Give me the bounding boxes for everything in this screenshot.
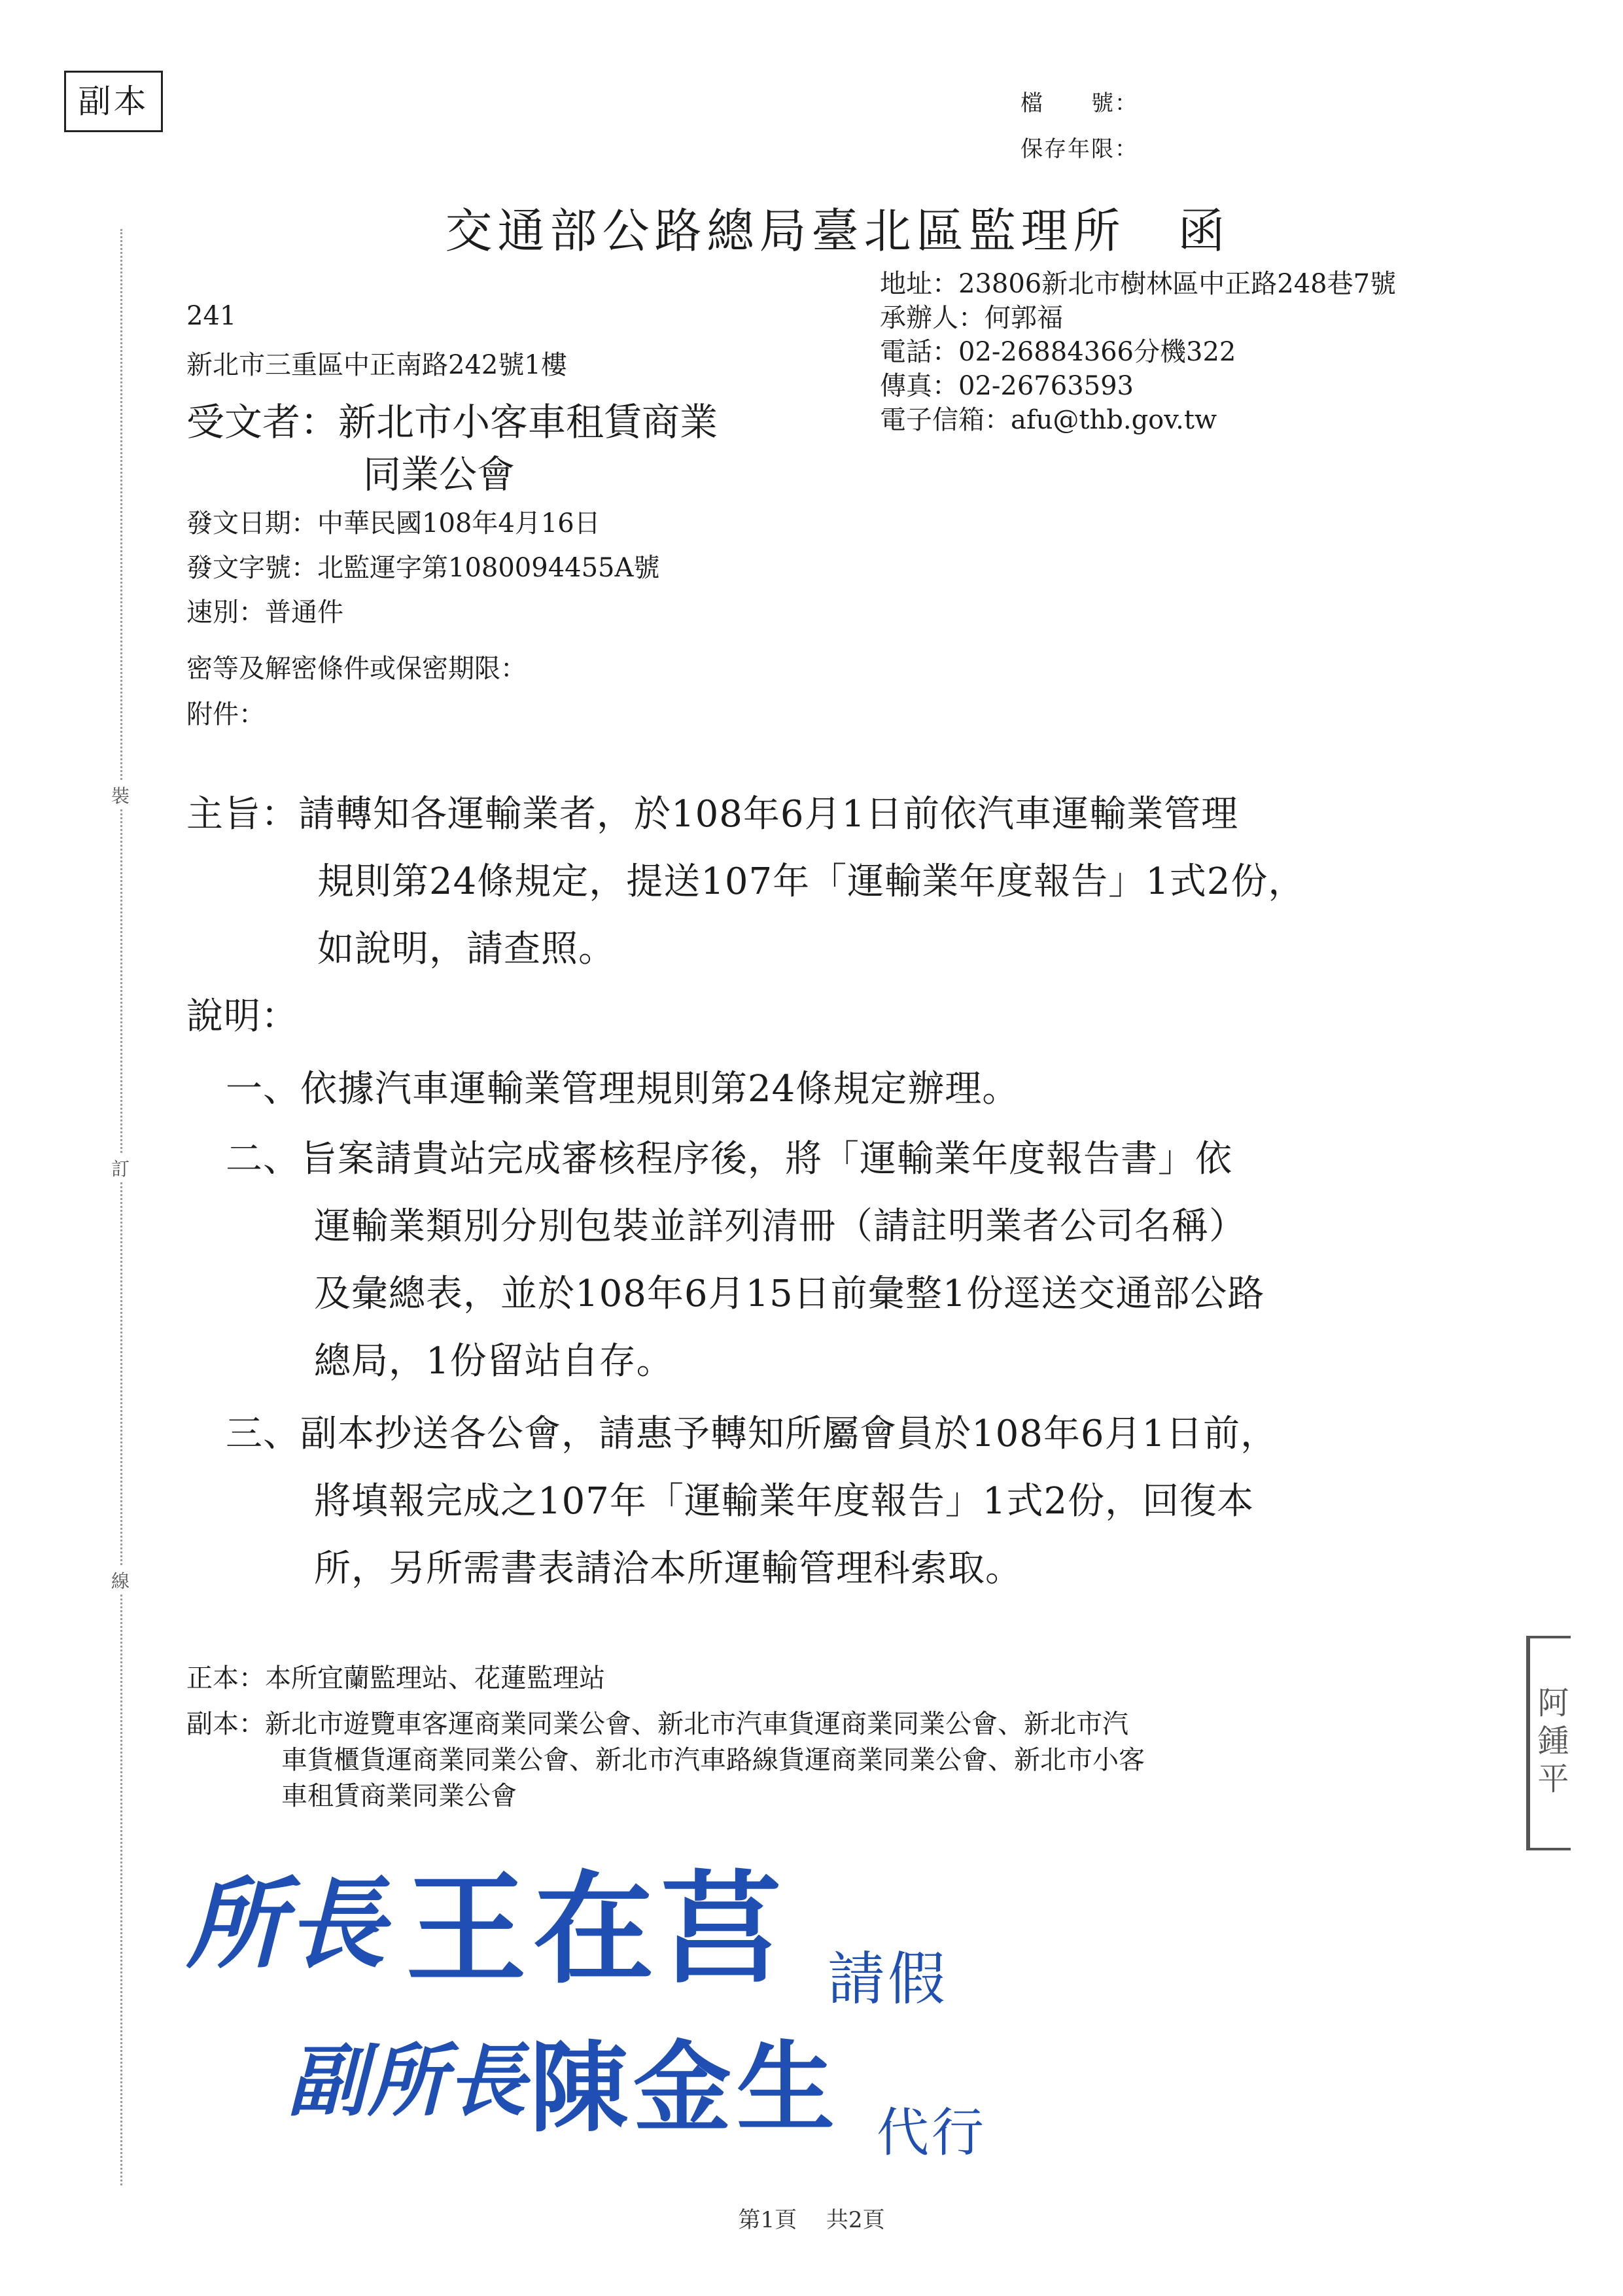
issue-date: 發文日期：中華民國108年4月16日 [186, 508, 601, 539]
copy-recipients-line-3: 車租賃商業同業公會 [281, 1781, 517, 1811]
original-recipients: 正本：本所宜蘭監理站、花蓮監理站 [186, 1663, 605, 1693]
speed-class: 速別：普通件 [186, 597, 343, 627]
retention-label: 保存年限： [1021, 136, 1138, 162]
item-3-line-2: 將填報完成之107年「運輸業年度報告」1式2份，回復本 [314, 1480, 1255, 1523]
deputy-title: 副所長 [288, 2035, 527, 2127]
side-signature-stamp: 阿鍾平 [1526, 1636, 1571, 1850]
director-title: 所長 [186, 1867, 389, 1982]
item-2-line-3: 及彙總表，並於108年6月15日前彙整1份逕送交通部公路 [314, 1273, 1265, 1315]
recipient-line-2: 同業公會 [363, 452, 515, 497]
item-3-line-1: 三、副本抄送各公會，請惠予轉知所屬會員於108年6月1日前， [226, 1413, 1278, 1455]
explanation-label: 說明： [186, 995, 298, 1038]
item-2-line-1: 二、旨案請貴站完成審核程序後，將「運輸業年度報告書」依 [226, 1138, 1232, 1180]
copy-mark-box: 副本 [64, 71, 163, 132]
sender-handler: 承辦人：何郭福 [880, 303, 1063, 333]
copy-recipients-line-1: 副本：新北市遊覽車客運商業同業公會、新北市汽車貨運商業同業公會、新北市汽 [186, 1709, 1128, 1739]
page-number: 第1頁 共2頁 [738, 2207, 885, 2233]
director-name: 王在莒 [406, 1858, 788, 2000]
item-2-line-4: 總局，1份留站自存。 [314, 1340, 674, 1383]
file-number-label: 檔 號： [1021, 90, 1138, 116]
item-2-line-2: 運輸業類別分別包裝並詳列清冊（請註明業者公司名稱） [314, 1205, 1246, 1248]
director-status: 請假 [828, 1945, 949, 2013]
recipient-address: 新北市三重區中正南路242號1樓 [186, 350, 567, 380]
sender-address: 地址：23806新北市樹林區中正路248巷7號 [880, 269, 1397, 299]
binding-mark-middle: 訂 [111, 1155, 130, 1181]
item-1: 一、依據汽車運輸業管理規則第24條規定辦理。 [226, 1068, 1020, 1110]
sender-fax: 傳真：02-26763593 [880, 371, 1134, 401]
doc-number: 發文字號：北監運字第1080094455A號 [186, 553, 660, 583]
secrecy-level: 密等及解密條件或保密期限： [186, 654, 527, 684]
document-title: 交通部公路總局臺北區監理所 函 [445, 203, 1230, 258]
item-3-line-3: 所，另所需書表請洽本所運輸管理科索取。 [314, 1547, 1022, 1590]
subject-line-3: 如說明，請查照。 [317, 928, 616, 970]
deputy-name: 陳金生 [530, 2030, 841, 2146]
copy-recipients-line-2: 車貨櫃貨運商業同業公會、新北市汽車路線貨運商業同業公會、新北市小客 [281, 1745, 1145, 1775]
binding-mark-top: 裝 [111, 782, 130, 808]
attachment: 附件： [186, 699, 265, 730]
recipient-postal-code: 241 [186, 301, 237, 331]
sender-phone: 電話：02-26884366分機322 [880, 337, 1236, 367]
subject-line-1: 主旨：請轉知各運輸業者，於108年6月1日前依汽車運輸業管理 [186, 793, 1239, 836]
deputy-status: 代行 [877, 2102, 986, 2163]
binding-mark-bottom: 線 [111, 1567, 130, 1593]
sender-email: 電子信箱：afu@thb.gov.tw [880, 405, 1217, 435]
binding-line [120, 229, 122, 2185]
recipient-line-1: 受文者：新北市小客車租賃商業 [186, 400, 718, 444]
subject-line-2: 規則第24條規定，提送107年「運輸業年度報告」1式2份， [317, 860, 1306, 903]
